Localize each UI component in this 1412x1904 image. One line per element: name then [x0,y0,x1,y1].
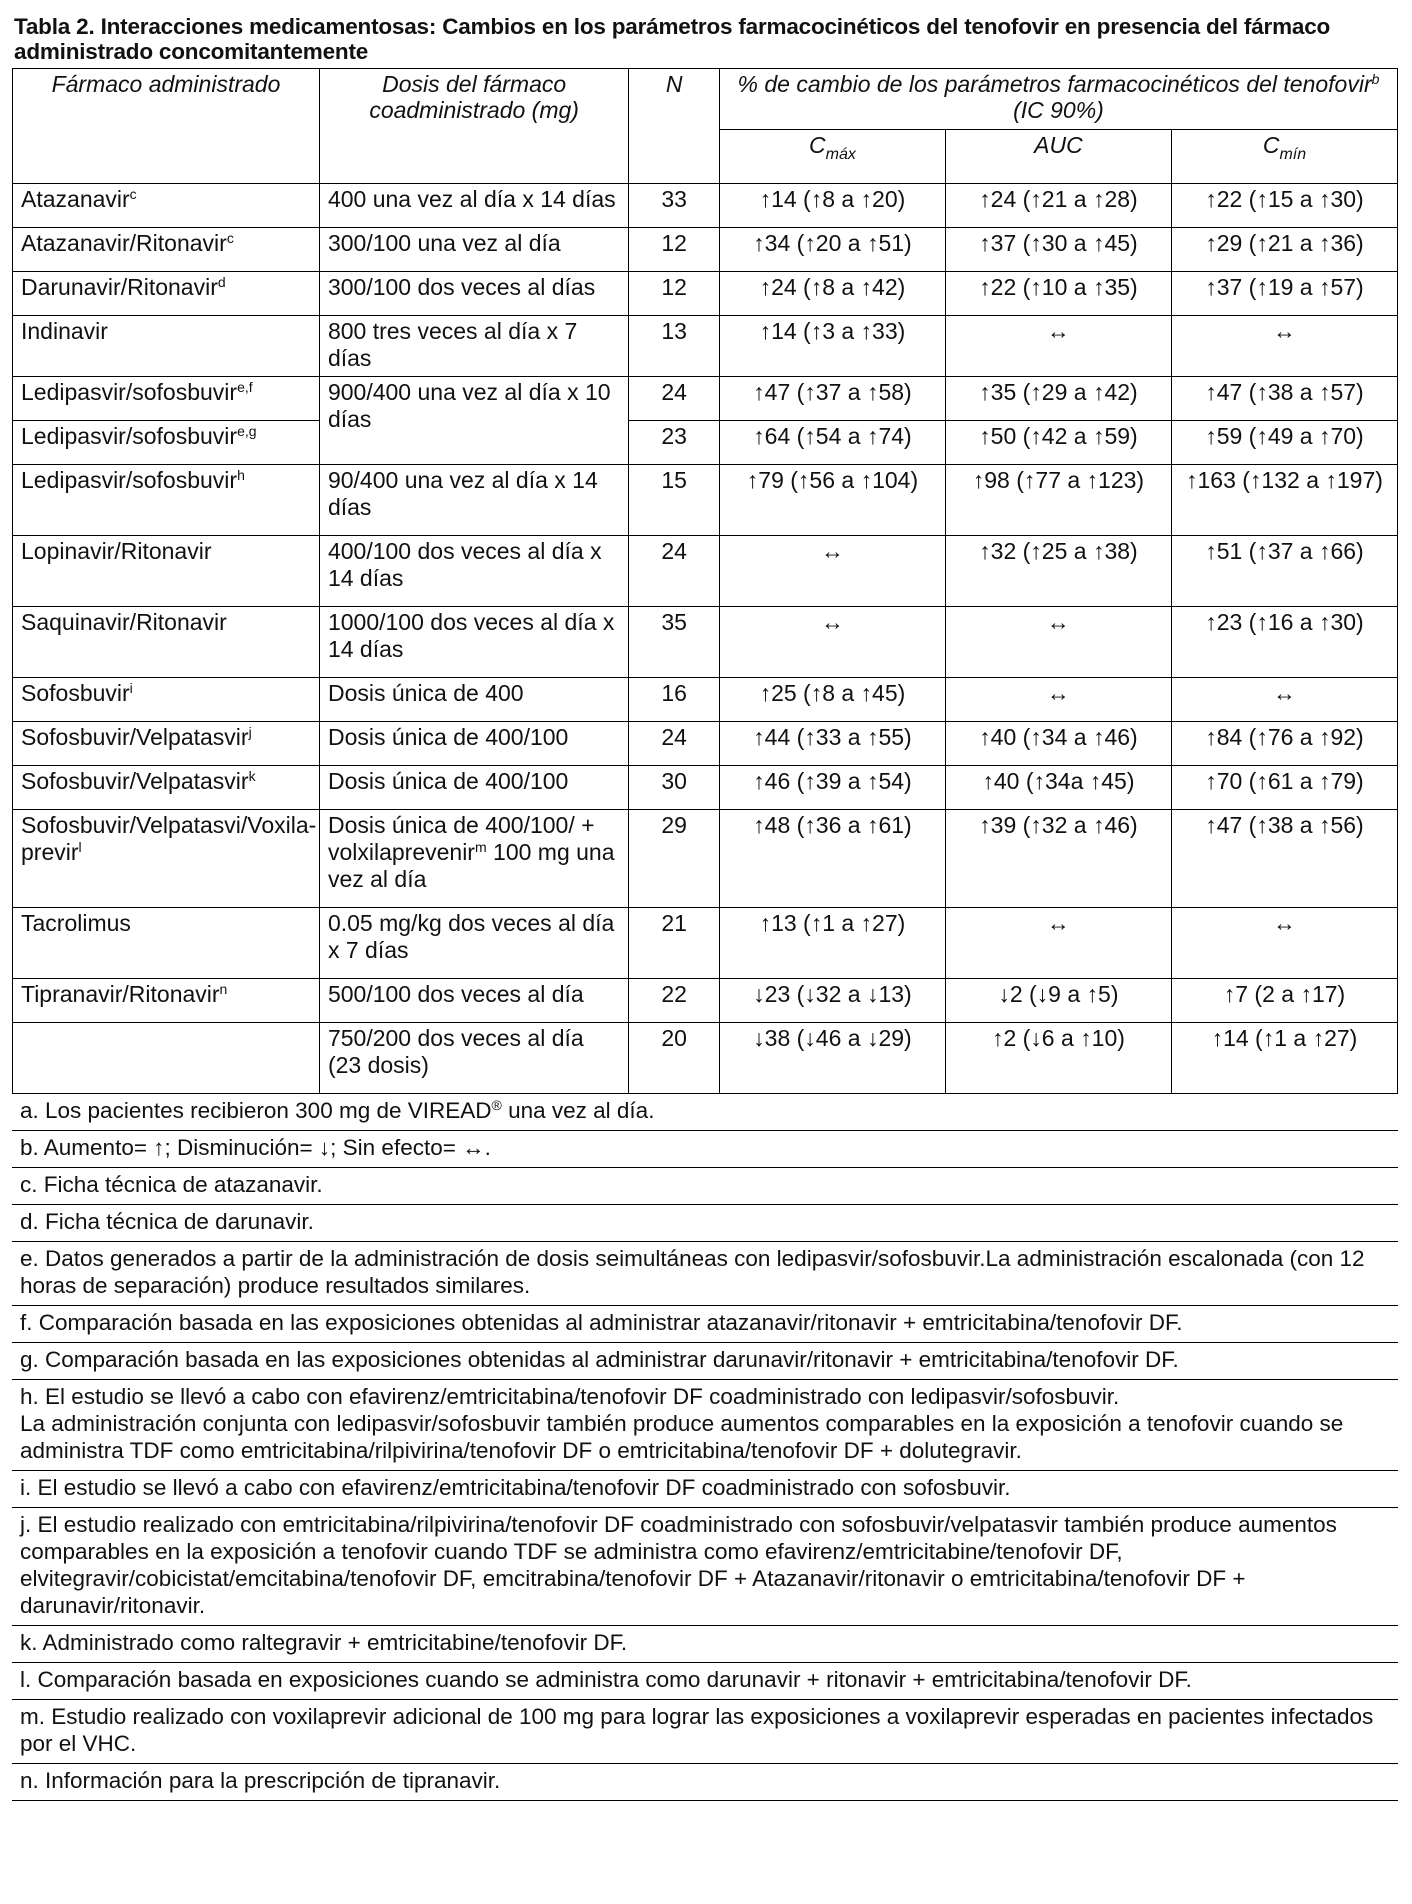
cmin-cell: ↑14 (↑1 a ↑27) [1171,1023,1397,1094]
cmax-cell: ↑24 (↑8 a ↑42) [719,272,945,316]
cmin-cell: ↑70 (↑61 a ↑79) [1171,766,1397,810]
cmin-cell: ↔ [1171,908,1397,979]
cmax-cell: ↑44 (↑33 a ↑55) [719,722,945,766]
cmin-cell: ↔ [1171,678,1397,722]
footnote-l: l. Comparación basada en exposiciones cuando se administra como darunavir + ritonavir + emtricitabina/tenofovir DF. [12,1663,1398,1700]
n-cell: 21 [629,908,720,979]
footnote-g: g. Comparación basada en las exposiciones obtenidas al administrar darunavir/ritonavir + emtricitabina/tenofovir DF. [12,1343,1398,1380]
n-cell: 15 [629,465,720,536]
header-row [13,69,1398,130]
header-drug: Fármaco administrado [13,69,320,184]
header-cmin: $C_{mín}$ [1171,130,1397,184]
auc-cell: ↔ [945,908,1171,979]
cmin-cell: ↑7 (2 a ↑17) [1171,979,1397,1023]
dose-cell: 300/100 dos veces al días [319,272,628,316]
cmin-cell: ↑47 (↑38 a ↑57) [1171,377,1397,421]
table-row [13,316,1398,377]
auc-cell: ↑37 (↑30 a ↑45) [945,228,1171,272]
drug-cell: Tipranavir/Ritonavir$^n$ [13,979,320,1023]
dose-cell: 900/400 una vez al día x 10 días [319,377,628,465]
document-page [12,14,1398,1801]
auc-cell: ↑98 (↑77 a ↑123) [945,465,1171,536]
drug-cell: Ledipasvir/sofosbuvir$^{e,g}$ [13,421,320,465]
auc-cell: ↑22 (↑10 a ↑35) [945,272,1171,316]
dose-cell: 400/100 dos veces al día x 14 días [319,536,628,607]
header-change [719,69,1397,130]
cmax-cell: ↓23 (↓32 a ↓13) [719,979,945,1023]
auc-cell: ↑50 (↑42 a ↑59) [945,421,1171,465]
drug-cell: Sofosbuvir/Velpatasvir$^k$ [13,766,320,810]
cmin-cell: ↑59 (↑49 a ↑70) [1171,421,1397,465]
footnote-d: d. Ficha técnica de darunavir. [12,1205,1398,1242]
table-row [13,607,1398,678]
n-cell: 20 [629,1023,720,1094]
n-cell: 24 [629,722,720,766]
cmax-cell: ↑79 (↑56 a ↑104) [719,465,945,536]
dose-cell: 800 tres veces al día x 7 días [319,316,628,377]
cmin-cell: ↑51 (↑37 a ↑66) [1171,536,1397,607]
footnote-e: e. Datos generados a partir de la administración de dosis seimultáneas con ledipasvir/sofosbuvir.La administración escalonada (con 12 horas de separación) produce resultados similares. [12,1242,1398,1306]
dose-cell: 0.05 mg/kg dos veces al día x 7 días [319,908,628,979]
header-change-sup: b [1371,71,1380,87]
auc-cell: ↔ [945,607,1171,678]
cmax-cell: ↑46 (↑39 a ↑54) [719,766,945,810]
drug-cell: Atazanavir/Ritonavir$^c$ [13,228,320,272]
drug-cell: Sofosbuvir$^i$ [13,678,320,722]
header-cmax: $C_{máx}$ [719,130,945,184]
auc-cell: ↑2 (↓6 a ↑10) [945,1023,1171,1094]
cmin-cell: ↑29 (↑21 a ↑36) [1171,228,1397,272]
cmin-cell: ↑163 (↑132 a ↑197) [1171,465,1397,536]
drug-cell: Tacrolimus [13,908,320,979]
drug-cell: Sofosbuvir/Velpatasvi/Voxila-previr$^l$ [13,810,320,908]
table-row [13,421,1398,465]
footnote-i: i. El estudio se llevó a cabo con efavirenz/emtricitabina/tenofovir DF coadministrado con sofosbuvir. [12,1471,1398,1508]
n-cell: 23 [629,421,720,465]
cmax-cell: ↑13 (↑1 a ↑27) [719,908,945,979]
n-cell: 22 [629,979,720,1023]
dose-cell: Dosis única de 400/100 [319,722,628,766]
auc-cell: ↔ [945,678,1171,722]
dose-cell: 300/100 una vez al día [319,228,628,272]
footnotes [12,1094,1398,1801]
n-cell: 13 [629,316,720,377]
footnote-k: k. Administrado como raltegravir + emtricitabine/tenofovir DF. [12,1626,1398,1663]
drug-cell: Sofosbuvir/Velpatasvir$^j$ [13,722,320,766]
cmax-cell: ↑47 (↑37 a ↑58) [719,377,945,421]
n-cell: 29 [629,810,720,908]
dose-cell: 90/400 una vez al día x 14 días [319,465,628,536]
table-row [13,766,1398,810]
n-cell: 35 [629,607,720,678]
table-row [13,810,1398,908]
drug-cell: Ledipasvir/sofosbuvir$^{e,f}$ [13,377,320,421]
table-row [13,184,1398,228]
drug-cell: Lopinavir/Ritonavir [13,536,320,607]
n-cell: 12 [629,228,720,272]
header-dose: Dosis del fármaco coadministrado (mg) [319,69,628,184]
cmax-cell: ↑25 (↑8 a ↑45) [719,678,945,722]
n-cell: 30 [629,766,720,810]
cmax-cell: ↑14 (↑3 a ↑33) [719,316,945,377]
footnote-n: n. Información para la prescripción de tipranavir. [12,1764,1398,1801]
n-cell: 33 [629,184,720,228]
drug-cell [13,1023,320,1094]
footnote-a: a. Los pacientes recibieron 300 mg de VIREAD® una vez al día. [12,1094,1398,1131]
n-cell: 24 [629,536,720,607]
dose-cell: Dosis única de 400/100 [319,766,628,810]
cmin-cell: ↑37 (↑19 a ↑57) [1171,272,1397,316]
auc-cell: ↑40 (↑34 a ↑46) [945,722,1171,766]
table-row [13,908,1398,979]
table-row [13,228,1398,272]
dose-cell: Dosis única de 400/100/ + volxilaprevenir$^m$ 100 mg una vez al día [319,810,628,908]
footnote-c: c. Ficha técnica de atazanavir. [12,1168,1398,1205]
n-cell: 12 [629,272,720,316]
cmin-cell: ↑23 (↑16 a ↑30) [1171,607,1397,678]
cmax-cell: ↑48 (↑36 a ↑61) [719,810,945,908]
cmax-cell: ↑14 (↑8 a ↑20) [719,184,945,228]
cmax-cell: ↑64 (↑54 a ↑74) [719,421,945,465]
cmin-cell: ↑22 (↑15 a ↑30) [1171,184,1397,228]
table-row [13,465,1398,536]
table-row [13,678,1398,722]
auc-cell: ↔ [945,316,1171,377]
interactions-table [12,68,1398,1094]
cmin-cell: ↑47 (↑38 a ↑56) [1171,810,1397,908]
auc-cell: ↑24 (↑21 a ↑28) [945,184,1171,228]
drug-cell: Indinavir [13,316,320,377]
dose-cell: 1000/100 dos veces al día x 14 días [319,607,628,678]
table-row [13,1023,1398,1094]
table-row [13,722,1398,766]
header-ci: (IC 90%) [1013,97,1104,123]
dose-cell: Dosis única de 400 [319,678,628,722]
header-n: N [629,69,720,184]
auc-cell: ↑39 (↑32 a ↑46) [945,810,1171,908]
auc-cell: ↓2 (↓9 a ↑5) [945,979,1171,1023]
auc-cell: ↑32 (↑25 a ↑38) [945,536,1171,607]
cmin-cell: ↑84 (↑76 a ↑92) [1171,722,1397,766]
table-row [13,536,1398,607]
cmax-cell: ↓38 (↓46 a ↓29) [719,1023,945,1094]
footnote-m: m. Estudio realizado con voxilaprevir adicional de 100 mg para lograr las exposiciones a voxilaprevir esperadas en pacientes infectados por el VHC. [12,1700,1398,1764]
footnote-b: b. Aumento= ↑; Disminución= ↓; Sin efecto= ↔. [12,1131,1398,1168]
drug-cell: Darunavir/Ritonavir$^d$ [13,272,320,316]
table-row [13,979,1398,1023]
n-cell: 24 [629,377,720,421]
footnote-j: j. El estudio realizado con emtricitabina/rilpivirina/tenofovir DF coadministrado con sofosbuvir/velpatasvir también produce aumentos comparables en la exposición a tenofovir cuando TDF se administra como efavirenz/emtricitabine/tenofovir DF, elvitegravir/cobicistat/emcitabina/tenofovir DF, emcitrabina/tenofovir DF + Atazanavir/ritonavir o emtricitabina/tenofovir DF + darunavir/ritonavir. [12,1508,1398,1626]
footnote-h: h. El estudio se llevó a cabo con efavirenz/emtricitabina/tenofovir DF coadministrado con ledipasvir/sofosbuvir. La administración conjunta con ledipasvir/sofosbuvir también produce aumentos comparables en la exposición a tenofovir cuando se administra TDF como emtricitabina/rilpivirina/tenofovir DF o emtricitabina/tenofovir DF + dolutegravir. [12,1380,1398,1471]
header-auc: AUC [945,130,1171,184]
auc-cell: ↑35 (↑29 a ↑42) [945,377,1171,421]
cmin-cell: ↔ [1171,316,1397,377]
table-row [13,272,1398,316]
cmax-cell: ↑34 (↑20 a ↑51) [719,228,945,272]
table-row [13,377,1398,421]
auc-cell: ↑40 (↑34a ↑45) [945,766,1171,810]
dose-cell: 750/200 dos veces al día (23 dosis) [319,1023,628,1094]
drug-cell: Ledipasvir/sofosbuvir$^h$ [13,465,320,536]
cmax-cell: ↔ [719,607,945,678]
n-cell: 16 [629,678,720,722]
drug-cell: Atazanavir$^c$ [13,184,320,228]
table-title: Tabla 2. Interacciones medicamentosas: Cambios en los parámetros farmacocinéticos del tenofovir en presencia del fármaco administrado concomitantemente [14,14,1331,64]
footnote-f: f. Comparación basada en las exposiciones obtenidas al administrar atazanavir/ritonavir + emtricitabina/tenofovir DF. [12,1306,1398,1343]
drug-cell: Saquinavir/Ritonavir [13,607,320,678]
cmax-cell: ↔ [719,536,945,607]
header-change-label: % de cambio de los parámetros farmacocinéticos del tenofovir [737,71,1372,97]
dose-cell: 500/100 dos veces al día [319,979,628,1023]
dose-cell: 400 una vez al día x 14 días [319,184,628,228]
